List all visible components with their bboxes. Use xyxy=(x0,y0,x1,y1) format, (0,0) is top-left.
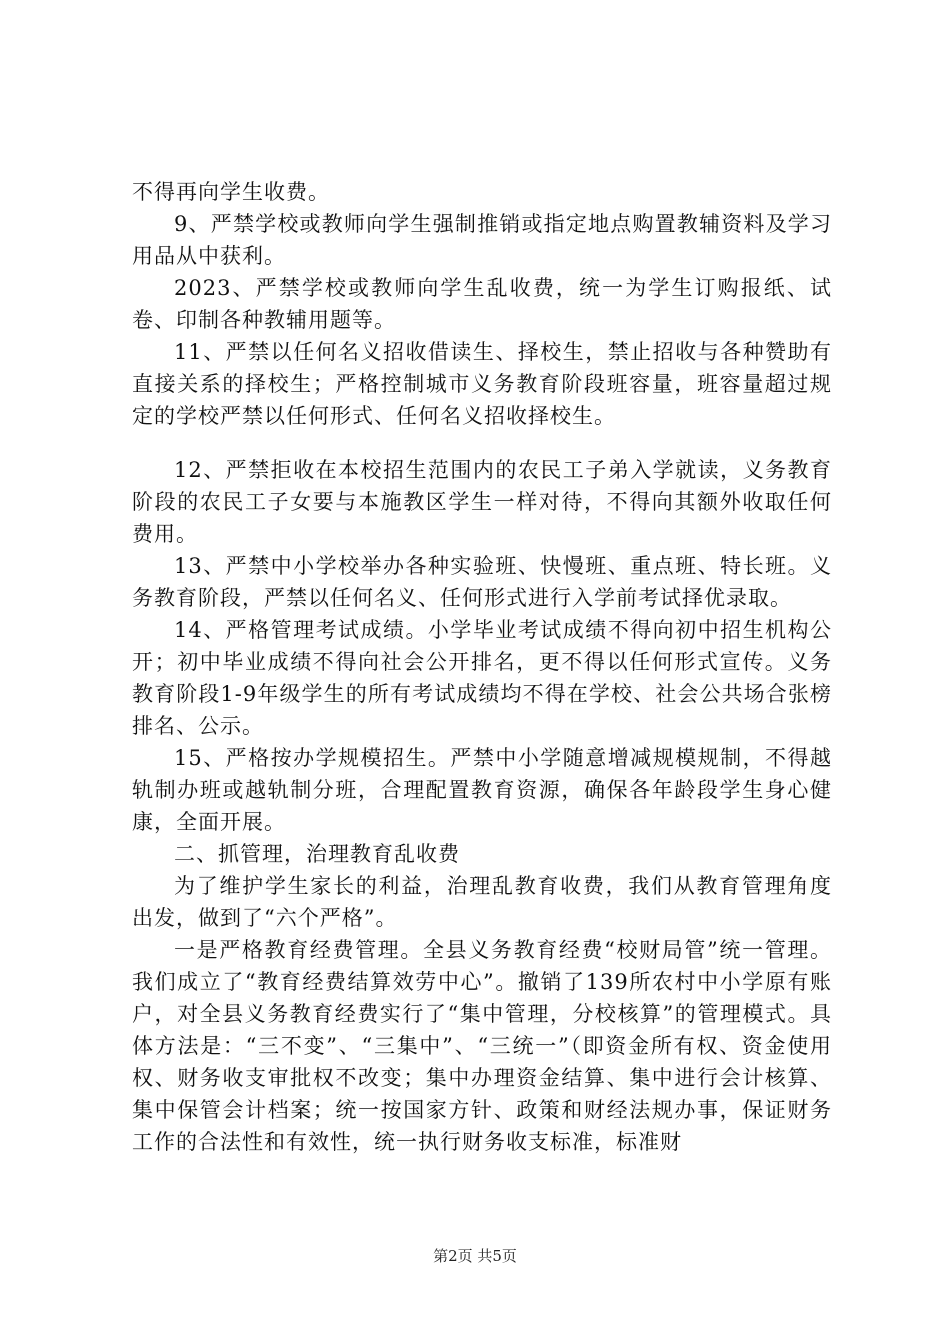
paragraph-fund-management: 一是严格教育经费管理。全县义务教育经费“校财局管”统一管理。我们成立了“教育经费结算效劳中心”。撤销了139所农村中小学原有账户，对全县义务教育经费实行了“集中管理，分校核算”的管理模式。具体方法是：“三不变”、“三集中”、“三统一”（即资金所有权、资金使用权、财务收支审批权不改变；集中办理资金结算、集中进行会计核算、集中保管会计档案；统一按国家方针、政策和财经法规办事，保证财务工作的合法性和有效性，统一执行财务收支标准，标准财 xyxy=(132,938,832,1154)
paragraph-continuation: 不得再向学生收费。 xyxy=(132,180,330,204)
paragraph-item-11: 11、严禁以任何名义招收借读生、择校生，禁止招收与各种赞助有直接关系的择校生；严格控制城市义务教育阶段班容量，班容量超过规定的学校严禁以任何形式、任何名义招收择校生。 xyxy=(132,340,832,428)
paragraph-item-12: 12、严禁拒收在本校招生范围内的农民工子弟入学就读，义务教育阶段的农民工子女要与本施教区学生一样对待，不得向其额外收取任何费用。 xyxy=(132,458,832,546)
document-body xyxy=(132,176,832,1158)
paragraph-intro: 为了维护学生家长的利益，治理乱教育收费，我们从教育管理角度出发，做到了“六个严格”。 xyxy=(132,874,832,930)
section-heading: 二、抓管理，治理教育乱收费 xyxy=(174,842,460,866)
page-number: 第2页 共5页 xyxy=(433,1247,517,1265)
paragraph-item-10: 2023、严禁学校或教师向学生乱收费，统一为学生订购报纸、试卷、印制各种教辅用题等。 xyxy=(132,276,832,332)
paragraph-item-13: 13、严禁中小学校举办各种实验班、快慢班、重点班、特长班。义务教育阶段，严禁以任何名义、任何形式进行入学前考试择优录取。 xyxy=(132,554,832,610)
paragraph-item-14: 14、严格管理考试成绩。小学毕业考试成绩不得向初中招生机构公开；初中毕业成绩不得向社会公开排名，更不得以任何形式宣传。义务教育阶段1-9年级学生的所有考试成绩均不得在学校、社会公共场合张榜排名、公示。 xyxy=(132,618,832,738)
paragraph-item-15: 15、严格按办学规模招生。严禁中小学随意增减规模规制，不得越轨制办班或越轨制分班，合理配置教育资源，确保各年龄段学生身心健康，全面开展。 xyxy=(132,746,832,834)
paragraph-item-9: 9、严禁学校或教师向学生强制推销或指定地点购置教辅资料及学习用品从中获利。 xyxy=(132,212,832,268)
